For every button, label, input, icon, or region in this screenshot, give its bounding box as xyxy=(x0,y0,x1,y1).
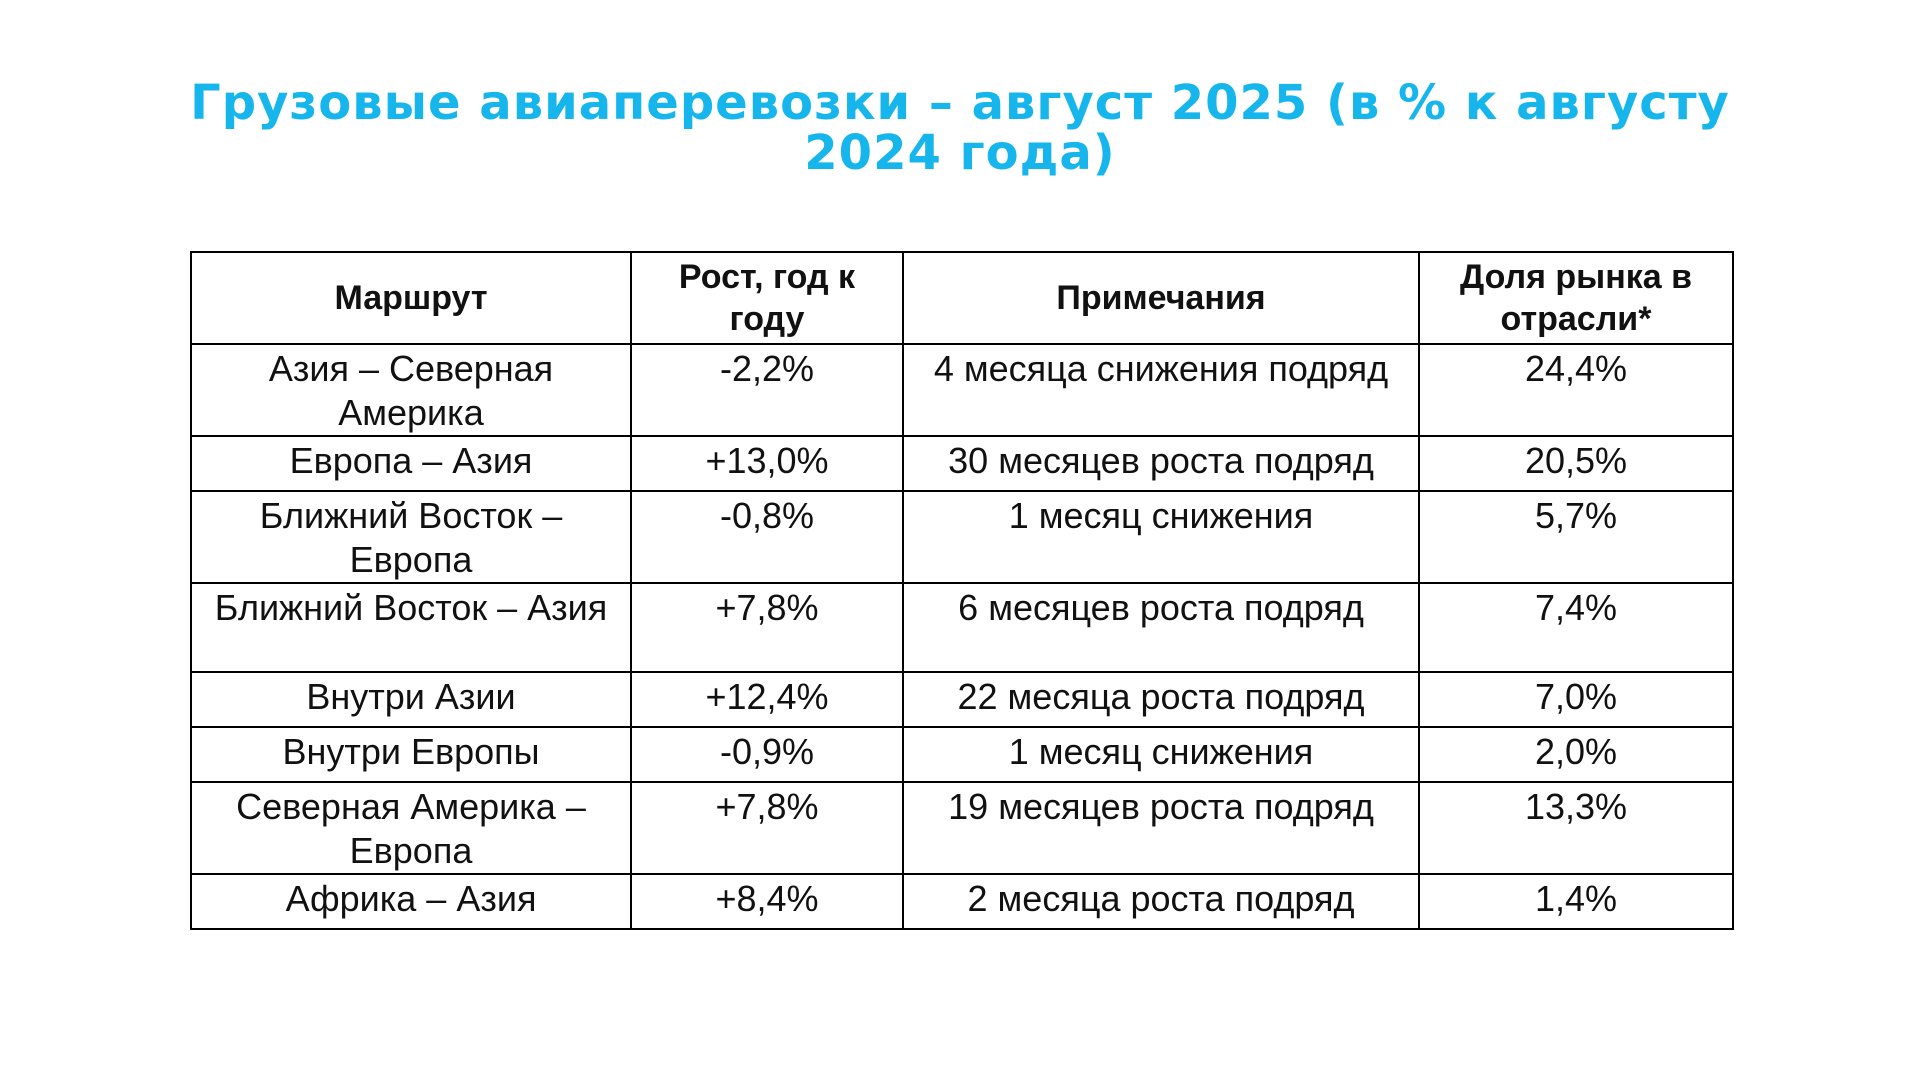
cell-route: Северная Америка – Европа xyxy=(191,782,631,874)
cargo-table xyxy=(190,251,1734,930)
table-row xyxy=(191,874,1733,929)
cell-route: Африка – Азия xyxy=(191,874,631,929)
table-row xyxy=(191,436,1733,491)
table-row xyxy=(191,583,1733,672)
cell-growth: +13,0% xyxy=(631,436,903,491)
cell-market-share: 5,7% xyxy=(1419,491,1733,583)
header-market-share: Доля рынка в отрасли* xyxy=(1419,252,1733,344)
cell-market-share: 20,5% xyxy=(1419,436,1733,491)
cell-growth: +8,4% xyxy=(631,874,903,929)
table-row xyxy=(191,491,1733,583)
cell-notes: 30 месяцев роста подряд xyxy=(903,436,1419,491)
cell-market-share: 2,0% xyxy=(1419,727,1733,782)
cell-market-share: 1,4% xyxy=(1419,874,1733,929)
cell-notes: 2 месяца роста подряд xyxy=(903,874,1419,929)
cell-growth: -0,8% xyxy=(631,491,903,583)
header-route: Маршрут xyxy=(191,252,631,344)
cell-growth: -2,2% xyxy=(631,344,903,436)
cell-growth: +7,8% xyxy=(631,583,903,672)
cell-notes: 1 месяц снижения xyxy=(903,491,1419,583)
cell-market-share: 13,3% xyxy=(1419,782,1733,874)
cell-notes: 6 месяцев роста подряд xyxy=(903,583,1419,672)
cargo-table-container xyxy=(190,251,1734,930)
cell-route: Ближний Восток – Европа xyxy=(191,491,631,583)
header-notes: Примечания xyxy=(903,252,1419,344)
table-header-row xyxy=(191,252,1733,344)
cell-notes: 4 месяца снижения подряд xyxy=(903,344,1419,436)
header-growth: Рост, год к году xyxy=(631,252,903,344)
cell-notes: 1 месяц снижения xyxy=(903,727,1419,782)
table-row xyxy=(191,344,1733,436)
cell-growth: +7,8% xyxy=(631,782,903,874)
page-title: Грузовые авиаперевозки – август 2025 (в % к августу 2024 года) xyxy=(190,75,1730,181)
cell-notes: 19 месяцев роста подряд xyxy=(903,782,1419,874)
cell-route: Внутри Европы xyxy=(191,727,631,782)
cell-route: Европа – Азия xyxy=(191,436,631,491)
table-row xyxy=(191,782,1733,874)
cell-route: Внутри Азии xyxy=(191,672,631,727)
cell-notes: 22 месяца роста подряд xyxy=(903,672,1419,727)
cell-growth: +12,4% xyxy=(631,672,903,727)
cell-market-share: 24,4% xyxy=(1419,344,1733,436)
table-row xyxy=(191,672,1733,727)
cell-route: Азия – Северная Америка xyxy=(191,344,631,436)
cell-route: Ближний Восток – Азия xyxy=(191,583,631,672)
cell-market-share: 7,0% xyxy=(1419,672,1733,727)
cell-growth: -0,9% xyxy=(631,727,903,782)
cell-market-share: 7,4% xyxy=(1419,583,1733,672)
table-row xyxy=(191,727,1733,782)
